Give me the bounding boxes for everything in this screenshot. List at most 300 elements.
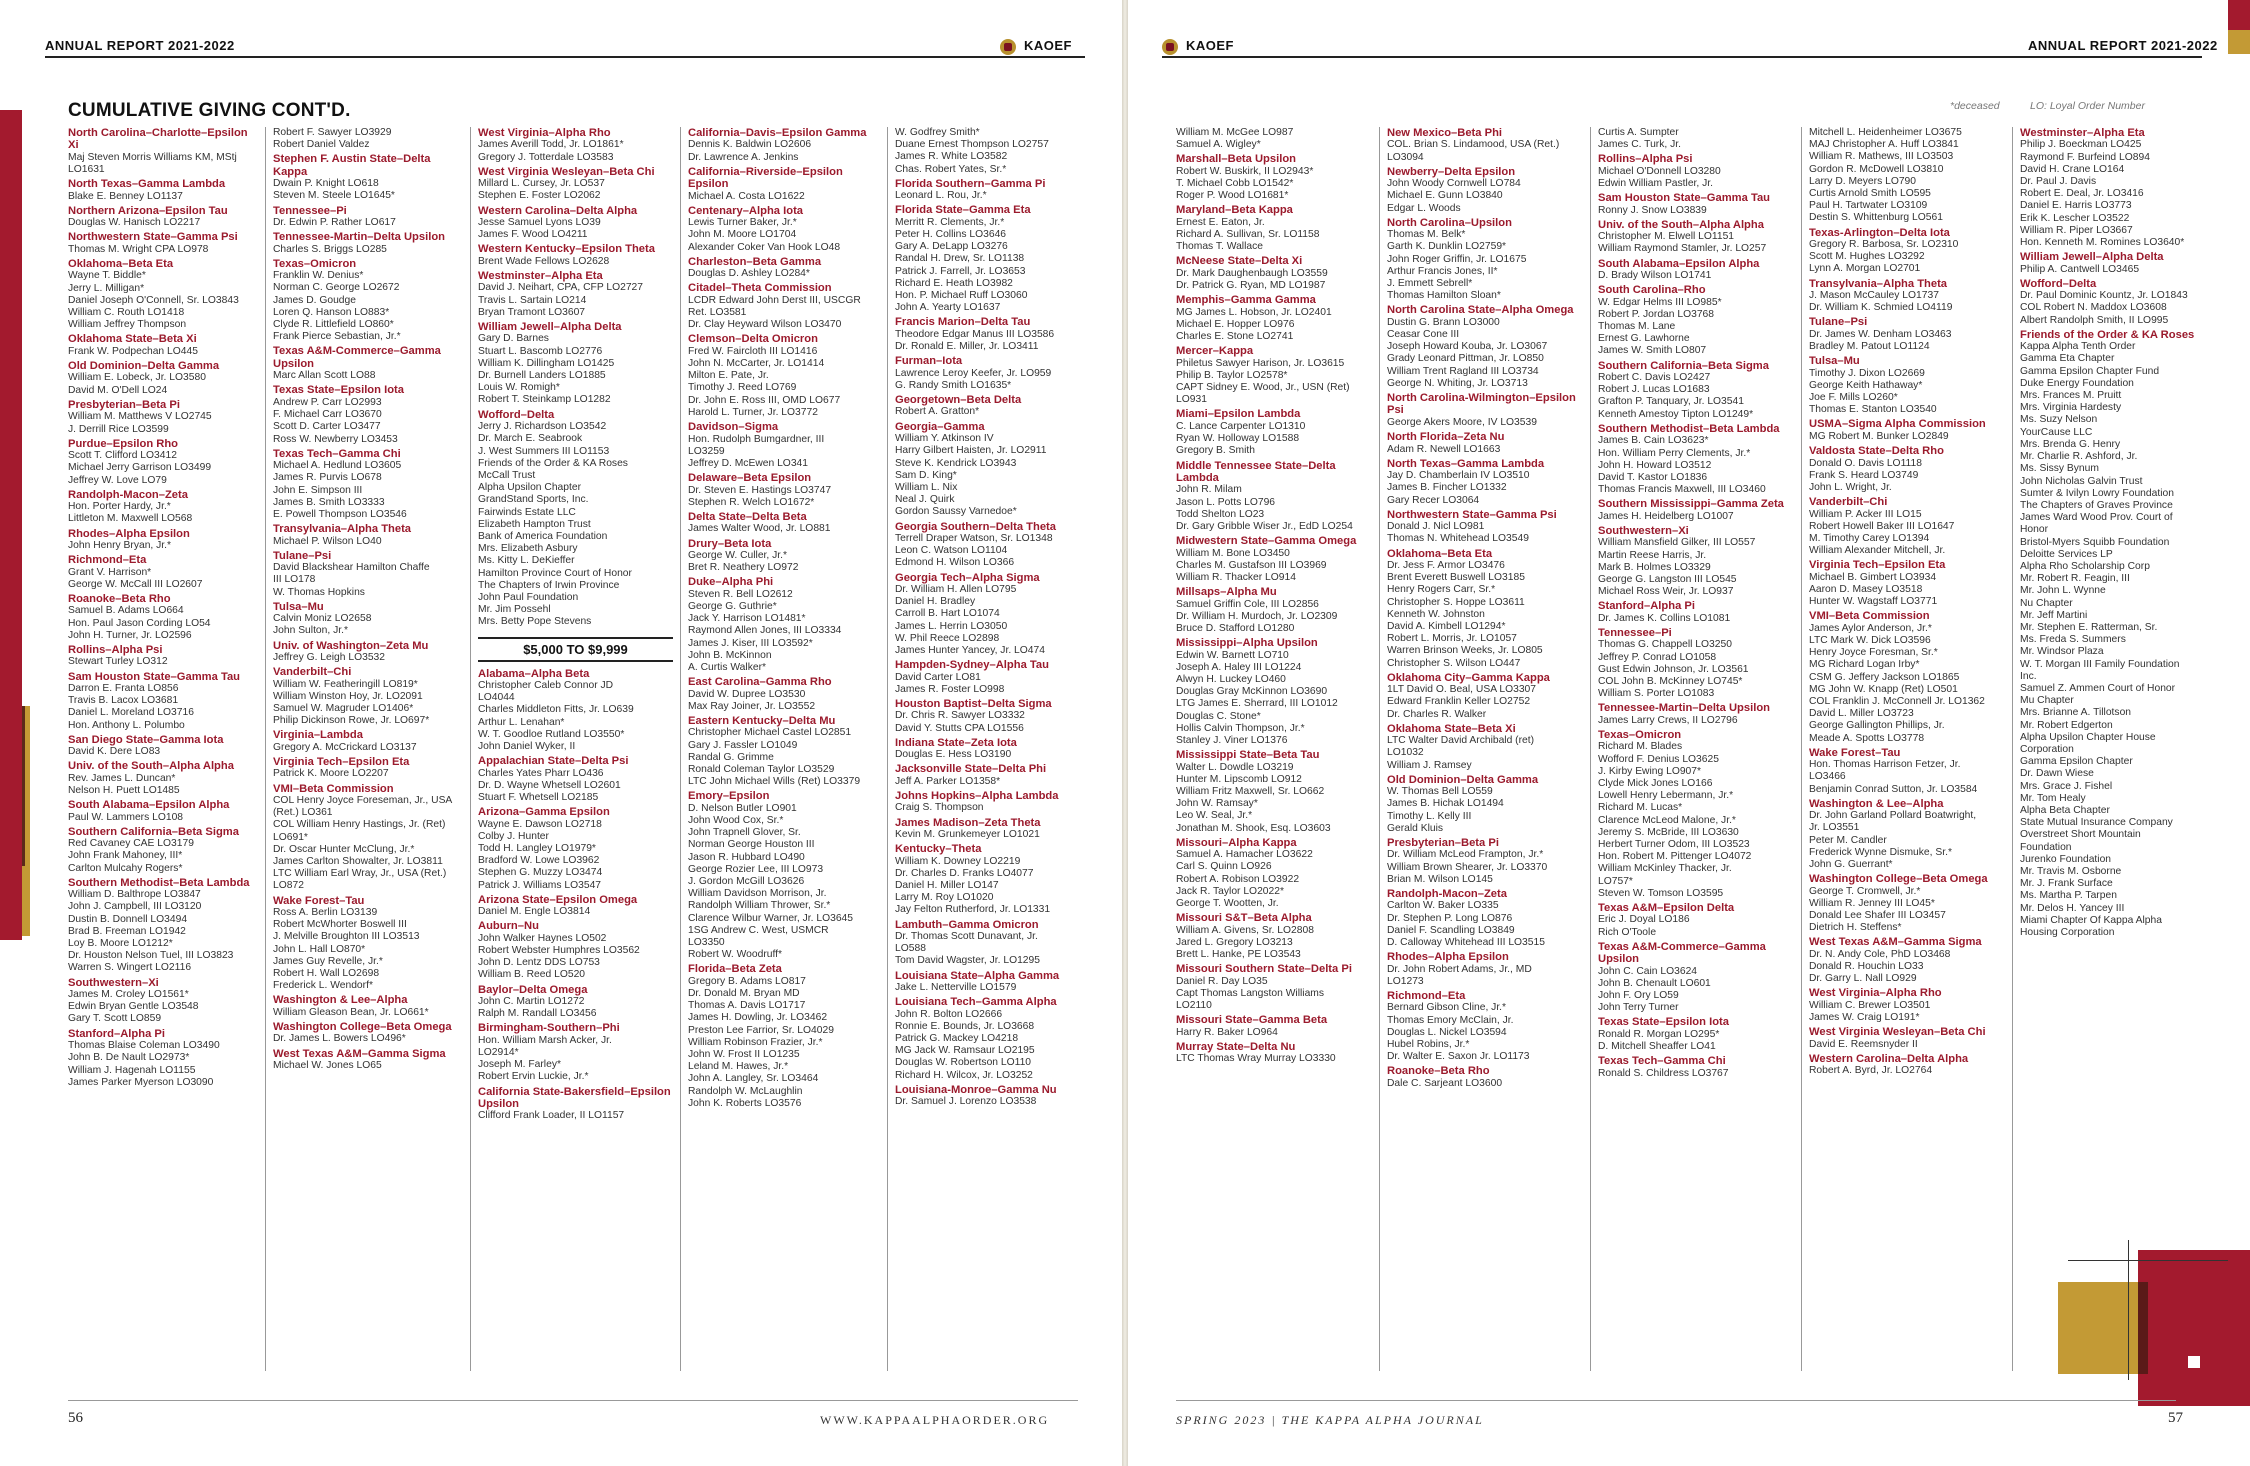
donor-name: Mark B. Holmes LO3329: [1598, 561, 1711, 573]
left-page-column-3: [478, 127, 681, 1371]
chapter-entry: [895, 659, 1075, 696]
donor-name: Sumter & Ivilyn Lowry Foundation: [2020, 487, 2174, 499]
donor-name: Friends of the Order & KA Roses: [478, 457, 628, 469]
donor-name: John Trapnell Glover, Sr.: [688, 827, 801, 839]
chapter-name: Alabama–Alpha Beta: [478, 667, 590, 680]
left-page: [0, 0, 1122, 1466]
deco-crimson-large-block: [2138, 1250, 2250, 1406]
donor-name: Stuart F. Whetsell LO2185: [478, 791, 599, 803]
chapter-name: Southern Mississippi–Gamma Zeta: [1598, 498, 1784, 511]
donor-name: Randolph W. McLaughlin: [688, 1085, 803, 1097]
chapter-name: Stephen F. Austin State–Delta Kappa: [273, 153, 431, 178]
donor-name: Mu Chapter: [2020, 695, 2074, 707]
donor-name: Samuel Z. Ammen Court of Honor: [2020, 682, 2176, 694]
donor-name: Robert W. Buskirk, II LO2943*: [1176, 165, 1314, 177]
donor-name: Hon. Rudolph Bumgardner, III: [688, 433, 825, 445]
donor-name: Miami Chapter Of Kappa Alpha: [2020, 914, 2162, 926]
donor-name: Herbert Turner Odom, III LO3523: [1598, 839, 1750, 851]
chapter-entry: [68, 593, 258, 642]
chapter-name: Eastern Kentucky–Delta Mu: [688, 714, 836, 727]
chapter-name: West Virginia Wesleyan–Beta Chi: [1809, 1026, 1986, 1039]
donor-name: Inc.: [2020, 670, 2037, 682]
chapter-name: Washington College–Beta Omega: [1809, 873, 1988, 886]
donor-name: Thomas G. Chappell LO3250: [1598, 639, 1732, 651]
donor-name: James F. Wood LO4211: [478, 229, 588, 241]
chapter-name: Presbyterian–Beta Pi: [1387, 837, 1499, 850]
donor-name: Maj Steven Morris Williams KM, MStj: [68, 151, 237, 163]
donor-name: Carroll B. Hart LO1074: [895, 608, 1000, 620]
donor-name: Gregory J. Totterdale LO3583: [478, 151, 614, 163]
donor-name: Elizabeth Hampton Trust: [478, 518, 591, 530]
chapter-entry: [68, 799, 258, 824]
donor-name: William M. Matthews V LO2745: [68, 411, 212, 423]
donor-name: Dr. Gary Gribble Wiser Jr., EdD LO254: [1176, 520, 1353, 532]
donor-name: LO1631: [68, 164, 105, 176]
chapter-name: Missouri S&T–Beta Alpha: [1176, 912, 1312, 925]
donor-name: Robert H. Wall LO2698: [273, 968, 380, 980]
kaoef-logo-icon: [1162, 39, 1178, 55]
chapter-entry: [688, 790, 880, 961]
donor-name: Mrs. Frances M. Pruitt: [2020, 390, 2122, 402]
chapter-name: Murray State–Delta Nu: [1176, 1040, 1296, 1053]
donor-name: Dr. Paul Dominic Kountz, Jr. LO1843: [2020, 290, 2188, 302]
donor-name: Bret R. Neathery LO972: [688, 562, 799, 574]
donor-name: Dr. Thomas Scott Dunavant, Jr.: [895, 931, 1038, 943]
donor-name: James Guy Revelle, Jr.*: [273, 955, 383, 967]
right-page-column-5: [2020, 127, 2207, 1371]
chapter-name: Tennessee–Pi: [1598, 626, 1672, 639]
chapter-name: William Jewell–Alpha Delta: [478, 321, 622, 334]
chapter-name: New Mexico–Beta Phi: [1387, 127, 1503, 139]
chapter-name: Vanderbilt–Chi: [1809, 496, 1888, 509]
donor-name: Daniel H. Bradley: [895, 596, 976, 608]
chapter-entry: [688, 256, 880, 281]
chapter-name: Miami–Epsilon Lambda: [1176, 408, 1301, 421]
chapter-name: Houston Baptist–Delta Sigma: [895, 697, 1052, 710]
donor-name: Joseph M. Farley*: [478, 1059, 561, 1071]
donor-name: Larry M. Roy LO1020: [895, 892, 994, 904]
donor-name: Ms. Kitty L. DeKieffer: [478, 555, 575, 567]
chapter-entry: [1176, 408, 1372, 457]
donor-name: William J. Ramsey: [1387, 759, 1472, 771]
donor-name: Frank W. Podpechan LO445: [68, 345, 198, 357]
donor-name: LO2110: [1176, 1000, 1212, 1012]
chapter-name: South Alabama–Epsilon Alpha: [68, 799, 230, 812]
chapter-name: VMI–Beta Commission: [1809, 610, 1930, 623]
donor-name: Gary A. DeLapp LO3276: [895, 241, 1008, 253]
donor-name: Ernest E. Eaton, Jr.: [1176, 216, 1265, 228]
donor-name: Gary D. Barnes: [478, 333, 549, 345]
chapter-name: Wake Forest–Tau: [273, 894, 365, 907]
donor-name: James R. Foster LO998: [895, 683, 1005, 695]
donor-name: Harold L. Turner, Jr. LO3772: [688, 406, 818, 418]
chapter-name: Texas State–Epsilon Iota: [1598, 1016, 1729, 1029]
donor-name: Jerry J. Richardson LO3542: [478, 421, 607, 433]
chapter-entry: [68, 671, 258, 732]
donor-name: Dr. Charles R. Walker: [1387, 708, 1487, 720]
donor-name: John N. McCarter, Jr. LO1414: [688, 358, 825, 370]
chapter-name: Florida State–Gamma Eta: [895, 204, 1031, 217]
donor-name: Stephen R. Welch LO1672*: [688, 496, 815, 508]
donor-name: Jeremy S. McBride, III LO3630: [1598, 826, 1739, 838]
chapter-entry: [478, 1022, 673, 1083]
donor-name: Stephen G. Muzzy LO3474: [478, 867, 603, 879]
legend-deceased: *deceased: [1950, 100, 2000, 112]
chapter-entry: [1176, 637, 1372, 747]
donor-name: Ryan W. Holloway LO1588: [1176, 433, 1300, 445]
donor-name: Charles Middleton Fitts, Jr. LO639: [478, 704, 634, 716]
donor-name: Michael Ross Weir, Jr. LO937: [1598, 586, 1734, 598]
chapter-entry: [1176, 153, 1372, 202]
chapter-entry: [1809, 798, 2005, 871]
donor-name: Daniel L. Moreland LO3716: [68, 707, 194, 719]
chapter-entry: [1176, 345, 1372, 406]
donor-name: Grafton P. Tanquary, Jr. LO3541: [1598, 396, 1744, 408]
donor-name: Wayne T. Biddle*: [68, 270, 146, 282]
donor-name: Mr. Robert R. Feagin, III: [2020, 573, 2130, 585]
donor-name: Fairwinds Estate LLC: [478, 506, 576, 518]
donor-name: Dr. William H. Murdoch, Jr. LO2309: [1176, 610, 1338, 622]
chapter-name: Louisiana State–Alpha Gamma: [895, 969, 1060, 982]
chapter-entry: [2020, 329, 2200, 939]
chapter-name: Presbyterian–Beta Pi: [68, 398, 180, 411]
donor-name: John K. Roberts LO3576: [688, 1097, 802, 1109]
chapter-name: Centenary–Alpha Iota: [688, 204, 804, 217]
chapter-name: West Texas A&M–Gamma Sigma: [273, 1047, 446, 1060]
donor-name: MG Jack W. Ramsaur LO2195: [895, 1045, 1035, 1057]
donor-name: John C. Martin LO1272: [478, 996, 585, 1008]
donor-name: James Parker Myerson LO3090: [68, 1076, 214, 1088]
donor-name: Dr. William K. Schmied LO4119: [1809, 302, 1953, 314]
chapter-entry: [1176, 912, 1372, 961]
chapter-name: Emory–Epsilon: [688, 790, 770, 803]
donor-name: Alpha Rho Scholarship Corp: [2020, 560, 2150, 572]
donor-name: Ms. Suzy Nelson: [2020, 414, 2098, 426]
chapter-name: Missouri Southern State–Delta Pi: [1176, 963, 1352, 976]
chapter-name: Northwestern State–Gamma Psi: [68, 231, 238, 244]
donor-name: Edward Franklin Keller LO2752: [1387, 696, 1531, 708]
chapter-name: Roanoke–Beta Rho: [68, 592, 171, 605]
chapter-name: Marshall–Beta Upsilon: [1176, 153, 1296, 166]
donor-name: Gamma Epsilon Chapter Fund: [2020, 365, 2160, 377]
donor-name: William R. Piper LO3667: [2020, 224, 2133, 236]
chapter-name: Oklahoma City–Gamma Kappa: [1387, 671, 1550, 684]
donor-name: M. Timothy Carey LO1394: [1809, 532, 1930, 544]
donor-name: Brent Everett Buswell LO3185: [1387, 572, 1525, 584]
chapter-name: Furman–Iota: [895, 355, 963, 368]
donor-name: Dennis K. Baldwin LO2606: [688, 139, 812, 151]
donor-name: Robert J. Lucas LO1683: [1598, 384, 1710, 396]
donor-name: CAPT Sidney E. Wood, Jr., USN (Ret): [1176, 382, 1350, 394]
donor-name: Christopher Caleb Connor JD: [478, 679, 614, 691]
donor-name: Hon. P. Michael Ruff LO3060: [895, 290, 1028, 302]
donor-name: Jesse Samuel Lyons LO39: [478, 217, 601, 229]
donor-name: Thomas Blaise Coleman LO3490: [68, 1040, 220, 1052]
chapter-entry: [1387, 392, 1583, 429]
donor-name: Jack R. Taylor LO2022*: [1176, 885, 1284, 897]
chapter-name: Mercer–Kappa: [1176, 345, 1254, 358]
chapter-entry: [478, 270, 673, 319]
donor-name: Charles Yates Pharr LO436: [478, 767, 604, 779]
donor-name: J. West Summers III LO1153: [478, 445, 610, 457]
chapter-name: Texas State–Epsilon Iota: [273, 384, 404, 397]
deco-dark-overlap-block: [2138, 1282, 2148, 1374]
donor-name: Franklin W. Denius*: [273, 270, 364, 282]
donor-name: Robert F. Sawyer LO3929: [273, 127, 392, 138]
donor-name: D. Mitchell Sheaffer LO41: [1598, 1041, 1716, 1053]
chapter-entry: [1809, 1026, 2005, 1051]
donor-name: Thomas Francis Maxwell, III LO3460: [1598, 484, 1766, 496]
donor-name: Leon C. Watson LO1104: [895, 545, 1008, 557]
donor-name: Dustin G. Brann LO3000: [1387, 316, 1500, 328]
donor-name: Terrell Draper Watson, Sr. LO1348: [895, 532, 1053, 544]
chapter-entry: [478, 243, 673, 268]
donor-name: Dwain P. Knight LO618: [273, 178, 379, 190]
donor-name: John C. Cain LO3624: [1598, 965, 1698, 977]
donor-name: Robert P. Jordan LO3768: [1598, 308, 1715, 320]
donor-name: W. Phil Reece LO2898: [895, 632, 1000, 644]
donor-name: George T. Cromwell, Jr.*: [1809, 885, 1921, 897]
chapter-entry: [1387, 431, 1583, 456]
chapter-name: Florida–Beta Zeta: [688, 963, 782, 976]
chapter-name: Appalachian State–Delta Psi: [478, 755, 629, 768]
donor-name: Bradley M. Patout LO1124: [1809, 341, 1930, 353]
chapter-name: Virginia Tech–Epsilon Eta: [273, 756, 410, 768]
giving-tier-heading: $5,000 TO $9,999: [478, 637, 673, 662]
donor-name: Daniel M. Engle LO3814: [478, 906, 591, 918]
chapter-name: Washington & Lee–Alpha: [1809, 797, 1944, 810]
chapter-name: Univ. of the South–Alpha Alpha: [1598, 218, 1764, 231]
chapter-name: William Jewell–Alpha Delta: [2020, 251, 2164, 264]
chapter-name: Texas Tech–Gamma Chi: [1598, 1055, 1726, 1068]
chapter-entry: [895, 790, 1075, 815]
donor-name: David L. Miller LO3723: [1809, 708, 1914, 720]
donor-name: Patrick J. Farrell, Jr. LO3653: [895, 265, 1026, 277]
chapter-name: Randolph-Macon–Zeta: [68, 488, 188, 501]
chapter-name: Univ. of the South–Alpha Alpha: [68, 760, 234, 773]
chapter-entry: [273, 895, 463, 993]
donor-name: Dr. John Robert Adams, Jr., MD: [1387, 963, 1532, 975]
donor-name: Dietrich H. Steffens*: [1809, 922, 1902, 934]
donor-name: John Henry Bryan, Jr.*: [68, 539, 172, 551]
donor-name: Ret. LO3581: [688, 307, 747, 319]
donor-name: LO757*: [1598, 875, 1633, 887]
donor-name: Dr. Edwin P. Rather LO617: [273, 217, 396, 229]
donor-name: Gust Edwin Johnson, Jr. LO3561: [1598, 663, 1749, 675]
donor-name: Richard M. Lucas*: [1598, 802, 1683, 814]
donor-name: LO872: [273, 880, 304, 892]
chapter-name: Southern Methodist–Beta Lambda: [1598, 422, 1780, 435]
donor-name: Robert McWhorter Boswell III: [273, 919, 407, 931]
chapter-entry: [273, 127, 463, 151]
donor-name: Dale C. Sarjeant LO3600: [1387, 1077, 1503, 1089]
donor-name: LTC Walter David Archibald (ret): [1387, 735, 1535, 747]
donor-name: Scott M. Hughes LO3292: [1809, 251, 1925, 263]
donor-name: Ms. Sissy Bynum: [2020, 463, 2099, 475]
chapter-name: Richmond–Eta: [1387, 990, 1466, 1003]
chapter-entry: [68, 877, 258, 975]
donor-name: Jake L. Netterville LO1579: [895, 982, 1017, 994]
chapter-name: Texas–Omicron: [273, 257, 357, 270]
chapter-name: Louisiana-Monroe–Gamma Nu: [895, 1083, 1057, 1096]
donor-name: Dr. Dawn Wiese: [2020, 768, 2094, 780]
donor-name: Nelson H. Puett LO1485: [68, 785, 180, 797]
donor-name: Warren Brinson Weeks, Jr. LO805: [1387, 645, 1543, 657]
chapter-name: Citadel–Theta Commission: [688, 282, 832, 295]
chapter-name: North Texas–Gamma Lambda: [1387, 457, 1545, 470]
donor-name: Ms. Martha P. Tarpen: [2020, 890, 2117, 902]
donor-name: Michael O'Donnell LO3280: [1598, 165, 1721, 177]
chapter-name: Oklahoma State–Beta Xi: [1387, 722, 1516, 735]
chapter-entry: [273, 756, 463, 781]
chapter-entry: [478, 920, 673, 981]
chapter-entry: [273, 384, 463, 445]
chapter-name: Arizona State–Epsilon Omega: [478, 893, 638, 906]
donor-name: W. T. Goodloe Rutland LO3550*: [478, 728, 625, 740]
donor-name: Hon. Robert M. Pittenger LO4072: [1598, 851, 1752, 863]
donor-name: Dr. Clay Heyward Wilson LO3470: [688, 319, 842, 331]
chapter-entry: [68, 231, 258, 256]
donor-name: William M. Bone LO3450: [1176, 547, 1290, 559]
chapter-name: Vanderbilt–Chi: [273, 666, 352, 679]
donor-name: Stephen E. Foster LO2062: [478, 190, 601, 202]
donor-name: W. Thomas Hopkins: [273, 586, 365, 598]
donor-name: LO4044: [478, 692, 515, 704]
donor-name: Dr. Burnell Landers LO1885: [478, 370, 606, 382]
donor-name: David M. O'Dell LO24: [68, 384, 168, 396]
donor-name: John G. Guerrant*: [1809, 859, 1893, 871]
donor-name: Milton E. Pate, Jr.: [688, 370, 769, 382]
donor-name: Deloitte Services LP: [2020, 548, 2113, 560]
donor-name: Dr. D. Wayne Whetsell LO2601: [478, 779, 621, 791]
donor-name: John Sulton, Jr.*: [273, 625, 348, 637]
chapter-entry: [1809, 936, 2005, 985]
chapter-name: Lambuth–Gamma Omicron: [895, 918, 1039, 931]
chapter-name: Western Carolina–Delta Alpha: [1809, 1052, 1969, 1065]
left-header-rule: [45, 56, 1085, 58]
donor-name: John L. Wright, Jr.: [1809, 481, 1892, 493]
donor-name: Philip B. Taylor LO2578*: [1176, 369, 1288, 381]
chapter-name: Johns Hopkins–Alpha Lambda: [895, 790, 1059, 802]
chapter-entry: [273, 345, 463, 382]
chapter-entry: [68, 489, 258, 526]
donor-name: Douglas Gray McKinnon LO3690: [1176, 686, 1328, 698]
chapter-name: Sam Houston State–Gamma Tau: [1598, 192, 1770, 205]
deco-thin-line-horizontal: [2068, 1260, 2228, 1261]
donor-name: Bank of America Foundation: [478, 530, 608, 542]
donor-name: Hon. Anthony L. Polumbo: [68, 719, 185, 731]
chapter-name: Georgia–Gamma: [895, 420, 985, 433]
chapter-entry: [1809, 355, 2005, 416]
donor-name: William Jeffrey Thompson: [68, 319, 187, 331]
donor-name: Gregory R. Barbosa, Sr. LO2310: [1809, 239, 1959, 251]
donor-name: Gerald Kluis: [1387, 822, 1444, 834]
chapter-name: Mississippi–Alpha Upsilon: [1176, 637, 1318, 650]
donor-name: John L. Hall LO870*: [273, 943, 366, 955]
donor-name: LTG James E. Sherrard, III LO1012: [1176, 698, 1338, 710]
donor-name: Hunter W. Wagstaff LO3771: [1809, 596, 1938, 608]
chapter-entry: [895, 970, 1075, 995]
donor-name: Carlton Mulcahy Rogers*: [68, 862, 183, 874]
donor-name: John A. Yearty LO1637: [895, 302, 1001, 314]
donor-name: Preston Lee Farrior, Sr. LO4029: [688, 1024, 834, 1036]
donor-name: Harry R. Baker LO964: [1176, 1026, 1278, 1038]
chapter-entry: [273, 666, 463, 727]
donor-name: J. Kirby Ewing LO907*: [1598, 765, 1702, 777]
deco-gold-block: [2058, 1282, 2148, 1374]
chapter-name: Southwestern–Xi: [1598, 524, 1689, 537]
left-brand: KAOEF: [1000, 38, 1072, 56]
donor-name: Michael A. Hedlund LO3605: [273, 460, 402, 472]
chapter-entry: [478, 205, 673, 242]
donor-name: George W. McCall III LO2607: [68, 578, 203, 590]
donor-name: Patrick G. Mackey LO4218: [895, 1033, 1019, 1045]
chapter-entry: [273, 1021, 463, 1046]
donor-name: James W. Smith LO807: [1598, 345, 1707, 357]
chapter-entry: [895, 1084, 1075, 1109]
donor-name: Overstreet Short Mountain: [2020, 829, 2141, 841]
donor-name: LTC Mark W. Dick LO3596: [1809, 634, 1931, 646]
chapter-entry: [2020, 251, 2200, 276]
donor-name: Clifford Frank Loader, II LO1157: [478, 1110, 625, 1122]
donor-name: Dr. Houston Nelson Tuel, III LO3823: [68, 950, 234, 962]
donor-name: Dr. Walter E. Saxon Jr. LO1173: [1387, 1051, 1530, 1063]
donor-name: Joseph Howard Kouba, Jr. LO3067: [1387, 341, 1548, 353]
chapter-entry: [68, 333, 258, 358]
donor-name: Dr. Chris R. Sawyer LO3332: [895, 710, 1025, 722]
donor-name: LO3350: [688, 937, 725, 949]
chapter-entry: [1387, 548, 1583, 670]
chapter-name: California–Riverside–Epsilon Epsilon: [688, 165, 843, 191]
donor-name: Dr. Donald M. Bryan MD: [688, 988, 800, 1000]
donor-name: Gary T. Scott LO859: [68, 1013, 162, 1025]
chapter-entry: [1809, 496, 2005, 557]
donor-name: John Frank Mahoney, III*: [68, 850, 183, 862]
donor-name: Wayne E. Dawson LO2718: [478, 818, 602, 830]
chapter-entry: [1387, 458, 1583, 507]
donor-name: Thomas N. Whitehead LO3549: [1387, 533, 1529, 545]
chapter-name: Memphis–Gamma Gamma: [1176, 294, 1316, 307]
donor-name: Ralph M. Randall LO3456: [478, 1008, 597, 1020]
chapter-entry: [688, 166, 880, 203]
donor-name: William L. Nix: [895, 481, 958, 493]
chapter-name: Richmond–Eta: [68, 554, 147, 567]
donor-name: Samuel Griffin Cole, III LO2856: [1176, 598, 1319, 610]
donor-name: Gordon Saussy Varnedoe*: [895, 506, 1017, 518]
donor-name: William C. Brewer LO3501: [1809, 999, 1931, 1011]
donor-name: Christopher S. Hoppe LO3611: [1387, 596, 1525, 608]
donor-name: LO3094: [1387, 151, 1424, 163]
donor-name: William K. Downey LO2219: [895, 855, 1021, 867]
donor-name: Stanley J. Viner LO1376: [1176, 734, 1288, 746]
donor-name: T. Michael Cobb LO1542*: [1176, 178, 1294, 190]
donor-name: Rev. James L. Duncan*: [68, 772, 176, 784]
chapter-name: Southern California–Beta Sigma: [1598, 359, 1769, 372]
donor-name: Colby J. Hunter: [478, 830, 549, 842]
donor-name: Peter M. Candler: [1809, 834, 1887, 846]
chapter-entry: [895, 355, 1075, 392]
chapter-name: Drury–Beta Iota: [688, 537, 772, 550]
chapter-entry: [68, 438, 258, 487]
donor-name: LTC Thomas Wray Murray LO3330: [1176, 1053, 1336, 1065]
donor-name: Thomas Hamilton Sloan*: [1387, 290, 1501, 302]
donor-name: Henry Joyce Foresman, Sr.*: [1809, 647, 1938, 659]
donor-name: Travis B. Lacox LO3681: [68, 695, 179, 707]
donor-name: Alexander Coker Van Hook LO48: [688, 241, 841, 253]
donor-name: Theodore Edgar Manus III LO3586: [895, 328, 1055, 340]
chapter-name: Georgia Southern–Delta Theta: [895, 520, 1057, 533]
donor-name: William Gleason Bean, Jr. LO661*: [273, 1006, 429, 1018]
